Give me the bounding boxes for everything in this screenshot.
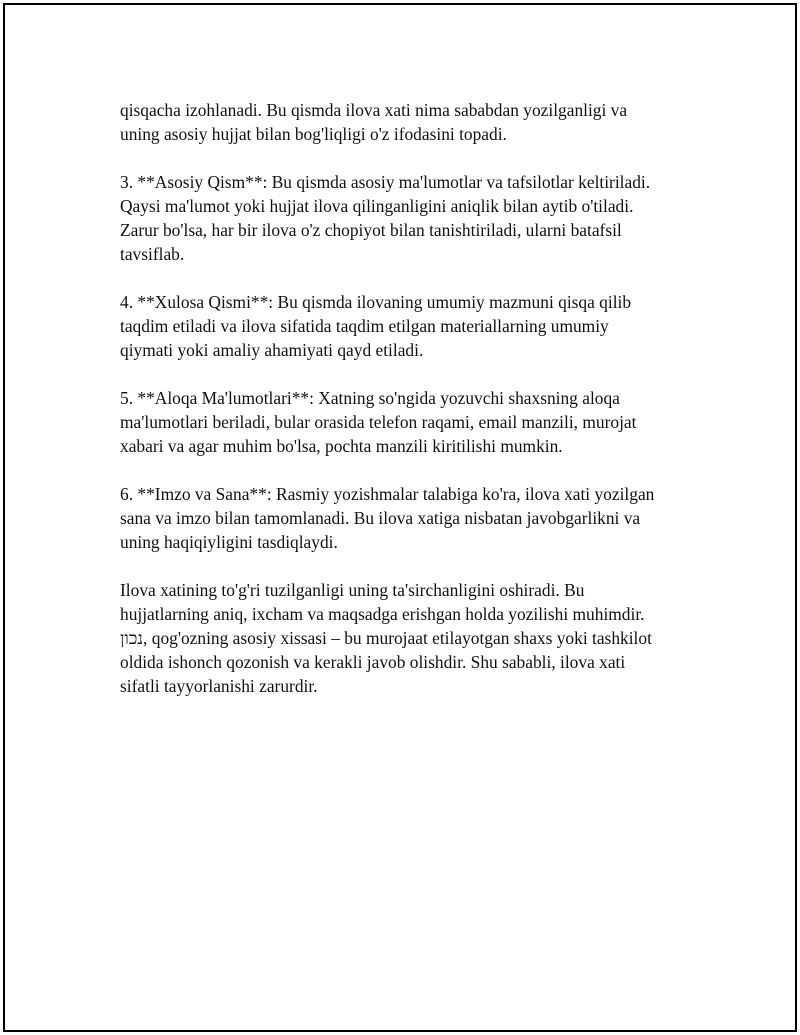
text-line: uning asosiy hujjat bilan bog'liqligi o'z ifodasini topadi. — [120, 124, 507, 144]
text-line: 4. **Xulosa Qismi**: Bu qismda ilovaning umumiy mazmuni qisqa qilib — [120, 292, 632, 312]
text-line: uning haqiqiyligini tasdiqlaydi. — [120, 532, 338, 552]
text-line: oldida ishonch qozonish va kerakli javob olishdir. Shu sababli, ilova xati — [120, 652, 626, 672]
text-line: sana va imzo bilan tamomlanadi. Bu ilova xatiga nisbatan javobgarlikni va — [120, 508, 641, 528]
text-line: qiymati yoki amaliy ahamiyati qayd etiladi. — [120, 340, 424, 360]
text-line: tavsiflab. — [120, 244, 185, 264]
text-line: Zarur bo'lsa, har bir ilova o'z chopiyot bilan tanishtiriladi, ularni batafsil — [120, 220, 622, 240]
paragraph-conclusion — [120, 578, 720, 698]
paragraph-xulosa-qismi — [120, 290, 720, 362]
text-line: נכון, qog'ozning asosiy xissasi – bu murojaat etilayotgan shaxs yoki tashkilot — [120, 628, 652, 648]
paragraph-intro-continuation — [120, 98, 720, 146]
text-line: hujjatlarning aniq, ixcham va maqsadga erishgan holda yozilishi muhimdir. — [120, 604, 645, 624]
document-body — [120, 98, 720, 722]
text-line: ma'lumotlari beriladi, bular orasida telefon raqami, email manzili, murojat — [120, 412, 637, 432]
document-page — [3, 3, 797, 1032]
paragraph-aloqa-malumotlari — [120, 386, 720, 458]
text-line: sifatli tayyorlanishi zarurdir. — [120, 676, 318, 696]
text-line: qisqacha izohlanadi. Bu qismda ilova xati nima sababdan yozilganligi va — [120, 100, 628, 120]
text-line: xabari va agar muhim bo'lsa, pochta manzili kiritilishi mumkin. — [120, 436, 563, 456]
text-line: Qaysi ma'lumot yoki hujjat ilova qilinganligini aniqlik bilan aytib o'tiladi. — [120, 196, 634, 216]
text-line: 5. **Aloqa Ma'lumotlari**: Xatning so'ngida yozuvchi shaxsning aloqa — [120, 388, 620, 408]
text-line: 6. **Imzo va Sana**: Rasmiy yozishmalar talabiga ko'ra, ilova xati yozilgan — [120, 484, 655, 504]
text-line: 3. **Asosiy Qism**: Bu qismda asosiy ma'lumotlar va tafsilotlar keltiriladi. — [120, 172, 651, 192]
paragraph-asosiy-qism — [120, 170, 720, 266]
text-line: taqdim etiladi va ilova sifatida taqdim etilgan materiallarning umumiy — [120, 316, 609, 336]
paragraph-imzo-va-sana — [120, 482, 720, 554]
text-line: Ilova xatining to'g'ri tuzilganligi uning ta'sirchanligini oshiradi. Bu — [120, 580, 585, 600]
